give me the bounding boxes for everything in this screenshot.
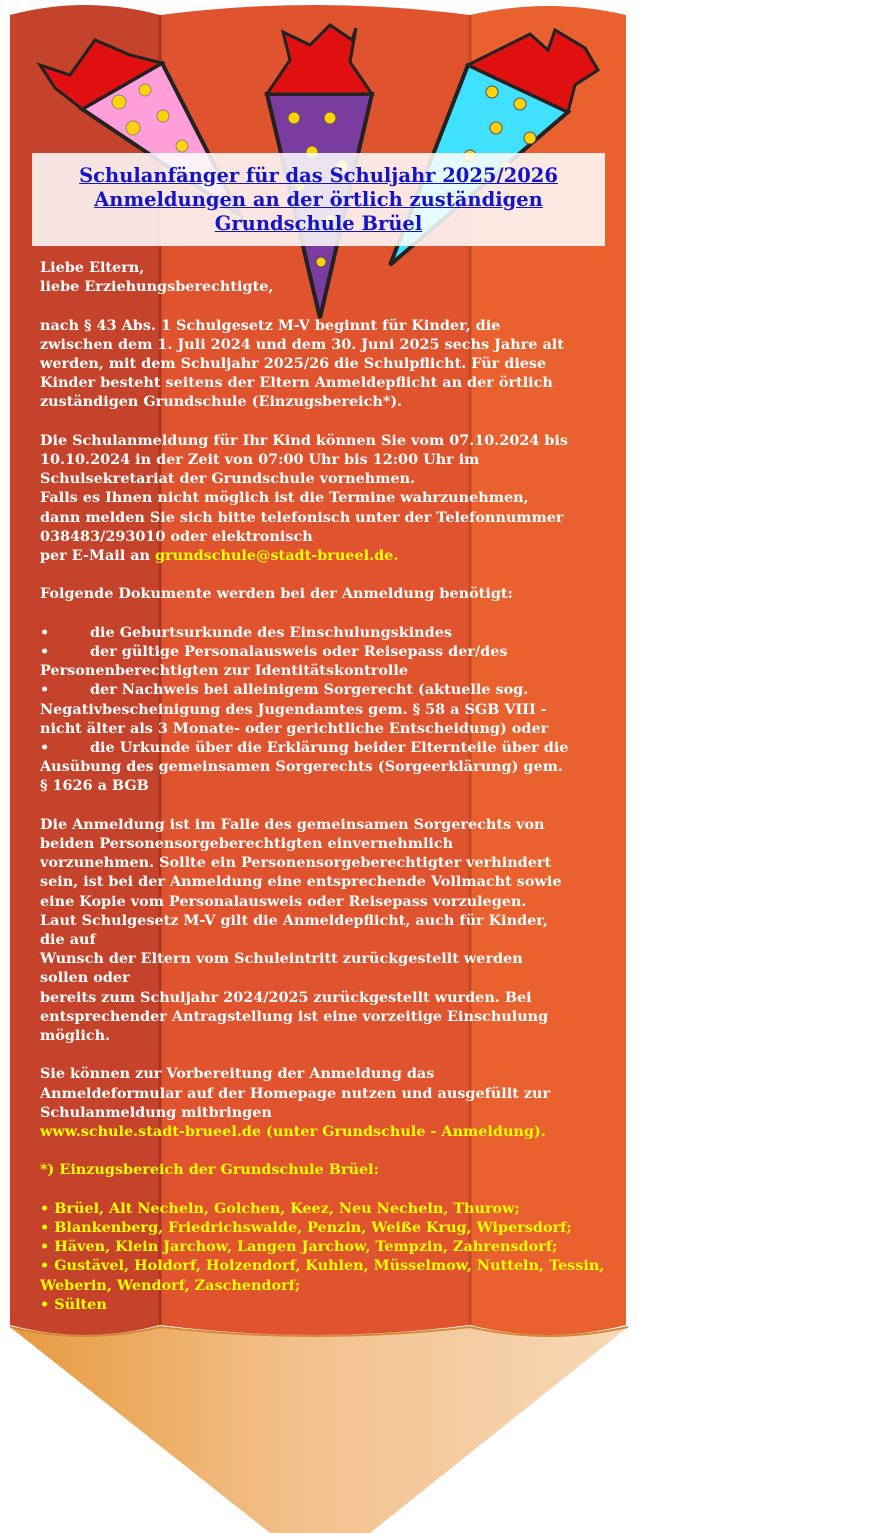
para2-line: dann melden Sie sich bitte telefonisch unter der Telefonnummer	[40, 508, 564, 526]
para3-line: die auf	[40, 931, 96, 949]
bullet: •	[40, 643, 50, 660]
homepage-link[interactable]: www.schule.stadt-brueel.de (unter Grundschule - Anmeldung).	[40, 1123, 546, 1141]
document-item-text: der gültige Personalausweis oder Reisepass der/des	[90, 643, 508, 660]
para3-line: sein, ist bei der Anmeldung eine entsprechende Vollmacht sowie	[40, 873, 562, 891]
document-item-text: die Urkunde über die Erklärung beider Elternteile über die	[90, 739, 569, 757]
para2-line: 10.10.2024 in der Zeit von 07:00 Uhr bis 12:00 Uhr im	[40, 451, 480, 468]
para3-line: eine Kopie vom Personalausweis oder Reisepass vorzulegen.	[40, 892, 527, 910]
email-line	[40, 546, 610, 565]
para3-line: Wunsch der Eltern vom Schuleintritt zurückgestellt werden	[40, 950, 523, 968]
spacer	[40, 412, 610, 431]
para2-line: Falls es Ihnen nicht möglich ist die Termine wahrzunehmen,	[40, 489, 529, 507]
para4-line: Anmeldeformular auf der Homepage nutzen und ausgefüllt zur	[40, 1084, 551, 1102]
para3-line: vorzunehmen. Sollte ein Personensorgeberechtigter verhindert	[40, 854, 552, 872]
spacer	[40, 604, 610, 623]
catchment-item: • Gustävel, Holdorf, Holzendorf, Kuhlen, Müsselmow, Nutteln, Tessin,	[40, 1257, 605, 1275]
para1-line: zuständigen Grundschule (Einzugsbereich*).	[40, 393, 403, 411]
para1-line: nach § 43 Abs. 1 Schulgesetz M-V beginnt für Kinder, die	[40, 316, 501, 334]
bullet: •	[40, 681, 50, 699]
para1-line: zwischen dem 1. Juli 2024 und dem 30. Juni 2025 sechs Jahre alt	[40, 335, 564, 353]
email-prefix: per E-Mail an	[40, 547, 156, 565]
para3-line: entsprechender Antragstellung ist eine vorzeitige Einschulung	[40, 1007, 549, 1025]
catchment-item: • Brüel, Alt Necheln, Golchen, Keez, Neu Necheln, Thurow;	[40, 1199, 520, 1217]
catchment-title: *) Einzugsbereich der Grundschule Brüel:	[40, 1161, 379, 1179]
document-item-continuation: nicht älter als 3 Monate- oder gerichtliche Entscheidung) oder	[40, 719, 549, 737]
para3-line: Laut Schulgesetz M-V gilt die Anmeldepflicht, auch für Kinder,	[40, 911, 548, 929]
letter-body	[40, 258, 610, 1314]
spacer	[40, 1045, 610, 1064]
spacer	[40, 1180, 610, 1199]
documents-intro: Folgende Dokumente werden bei der Anmeldung benötigt:	[40, 585, 513, 603]
heading-line-2: Anmeldungen an der örtlich zuständigen	[94, 187, 543, 211]
bullet: •	[40, 623, 50, 641]
spacer	[40, 1141, 610, 1160]
catchment-item: Weberin, Wendorf, Zaschendorf;	[40, 1276, 301, 1294]
para2-line: Schulsekretariat der Grundschule vornehmen.	[40, 470, 416, 488]
document-item	[40, 738, 610, 757]
para3-line: bereits zum Schuljahr 2024/2025 zurückgestellt wurden. Bei	[40, 988, 532, 1006]
para3-line: sollen oder	[40, 969, 130, 987]
catchment-item: • Häven, Klein Jarchow, Langen Jarchow, Tempzin, Zahrensdorf;	[40, 1238, 558, 1256]
para3-line: möglich.	[40, 1027, 111, 1045]
para2-line: 038483/293010 oder elektronisch	[40, 527, 313, 545]
document-item-continuation: § 1626 a BGB	[40, 777, 149, 795]
email-link[interactable]: grundschule@stadt-brueel.de.	[155, 547, 399, 565]
para1-line: werden, mit dem Schuljahr 2025/26 die Schulpflicht. Für diese	[40, 355, 547, 372]
para3-line: Die Anmeldung ist im Falle des gemeinsamen Sorgerechts von	[40, 815, 545, 833]
para1-line: Kinder besteht seitens der Eltern Anmeldepflicht an der örtlich	[40, 374, 553, 392]
document-item-text: der Nachweis bei alleinigem Sorgerecht (aktuelle sog.	[90, 681, 529, 699]
document-item-continuation: Personenberechtigten zur Identitätskontrolle	[40, 662, 409, 680]
greeting-line-2: liebe Erziehungsberechtigte,	[40, 278, 274, 296]
document-item	[40, 680, 610, 699]
bullet: •	[40, 739, 50, 757]
document-item-continuation: Ausübung des gemeinsamen Sorgerechts (Sorgeerklärung) gem.	[40, 758, 563, 776]
document-item	[40, 642, 610, 661]
spacer	[40, 565, 610, 584]
heading-line-3: Grundschule Brüel	[214, 211, 423, 235]
heading-box	[32, 153, 605, 246]
para2-line: Die Schulanmeldung für Ihr Kind können Sie vom 07.10.2024 bis	[40, 431, 569, 449]
heading-line-1: Schulanfänger für das Schuljahr 2025/2026	[79, 163, 558, 187]
document-item-continuation: Negativbescheinigung des Jugendamtes gem. § 58 a SGB VIII -	[40, 700, 547, 718]
document-item-text: die Geburtsurkunde des Einschulungskindes	[90, 623, 452, 641]
para4-line: Sie können zur Vorbereitung der Anmeldung das	[40, 1065, 435, 1083]
para4-line: Schulanmeldung mitbringen	[40, 1103, 272, 1121]
catchment-item: • Blankenberg, Friedrichswalde, Penzin, Weiße Krug, Wipersdorf;	[40, 1219, 572, 1237]
para3-line: beiden Personensorgeberechtigten einvernehmlich	[40, 835, 454, 853]
catchment-item: • Sülten	[40, 1295, 107, 1313]
spacer	[40, 296, 610, 315]
greeting-line-1: Liebe Eltern,	[40, 259, 145, 276]
document-item	[40, 623, 610, 642]
spacer	[40, 796, 610, 815]
